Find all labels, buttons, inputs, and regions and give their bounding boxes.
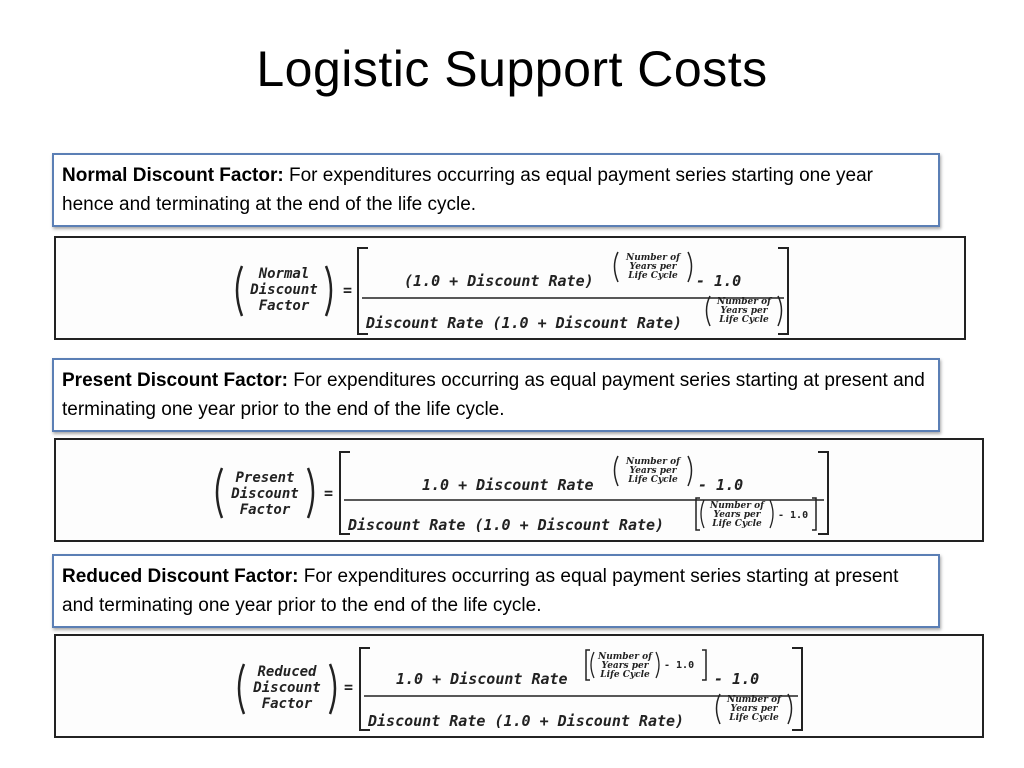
numerator-base: 1.0 + Discount Rate (422, 476, 594, 494)
reduced-discount-label: Reduced Discount Factor: (62, 566, 299, 587)
lhs-line-3: Factor (258, 298, 310, 314)
numerator-tail: - 1.0 (696, 272, 742, 290)
slide-title: Logistic Support Costs (256, 41, 768, 97)
lhs-line-1: Normal (258, 266, 310, 282)
numerator-tail: - 1.0 (714, 670, 760, 688)
numerator-exp-2: Years per (629, 466, 677, 476)
numerator-base: 1.0 + Discount Rate (396, 670, 568, 688)
numerator-exp-3: Life Cycle (628, 475, 678, 485)
present-discount-formula (54, 438, 984, 542)
reduced-discount-text: For expenditures occurring as equal payment series starting at present and terminating one year prior to the end of the life cycle. (62, 566, 899, 616)
denominator-exp-3: Life Cycle (729, 713, 779, 723)
lhs-line-2: Discount (253, 680, 321, 696)
numerator-exp-tail: - 1.0 (664, 660, 695, 671)
denominator-exp-1: Number of (716, 297, 772, 307)
reduced-discount-description (52, 554, 940, 628)
equals-sign: = (343, 281, 353, 299)
numerator-tail: - 1.0 (698, 476, 744, 494)
normal-discount-text: For expenditures occurring as equal payment series starting one year hence and terminating at the end of the life cycle. (62, 165, 874, 215)
denominator-base: Discount Rate (1.0 + Discount Rate) (368, 712, 685, 730)
denominator-exp-tail: - 1.0 (778, 510, 809, 521)
numerator-exp-2: Years per (629, 262, 677, 272)
denominator-exp-2: Years per (713, 510, 761, 520)
denominator-exp-1: Number of (726, 695, 782, 705)
present-discount-text: For expenditures occurring as equal payment series starting at present and terminating one year prior to the end of the life cycle. (62, 370, 925, 420)
lhs-line-3: Factor (261, 696, 313, 712)
numerator-base: (1.0 + Discount Rate) (404, 272, 594, 290)
denominator-exp-3: Life Cycle (719, 315, 769, 325)
lhs-line-1: Present (235, 470, 295, 486)
denominator-exp-2: Years per (720, 306, 768, 316)
denominator-exp-3: Life Cycle (712, 519, 762, 529)
reduced-discount-formula (54, 634, 984, 738)
numerator-exp-2: Years per (601, 661, 649, 671)
equals-sign: = (344, 678, 354, 696)
numerator-exp-1: Number of (597, 652, 653, 662)
denominator-exp-2: Years per (730, 704, 778, 714)
numerator-exp-1: Number of (625, 457, 681, 467)
numerator-exp-3: Life Cycle (628, 271, 678, 281)
numerator-exp-1: Number of (625, 253, 681, 263)
present-discount-description (52, 358, 940, 432)
numerator-exp-3: Life Cycle (600, 670, 650, 680)
normal-discount-description (52, 153, 940, 227)
lhs-line-3: Factor (239, 502, 291, 518)
normal-discount-label: Normal Discount Factor: (62, 165, 284, 186)
lhs-line-1: Reduced (257, 664, 317, 680)
present-discount-label: Present Discount Factor: (62, 370, 288, 391)
normal-discount-formula (54, 236, 966, 340)
denominator-exp-1: Number of (709, 501, 765, 511)
lhs-line-2: Discount (250, 282, 318, 298)
denominator-base: Discount Rate (1.0 + Discount Rate) (366, 314, 683, 332)
equals-sign: = (324, 484, 334, 502)
denominator-base: Discount Rate (1.0 + Discount Rate) (348, 516, 665, 534)
lhs-line-2: Discount (231, 486, 299, 502)
